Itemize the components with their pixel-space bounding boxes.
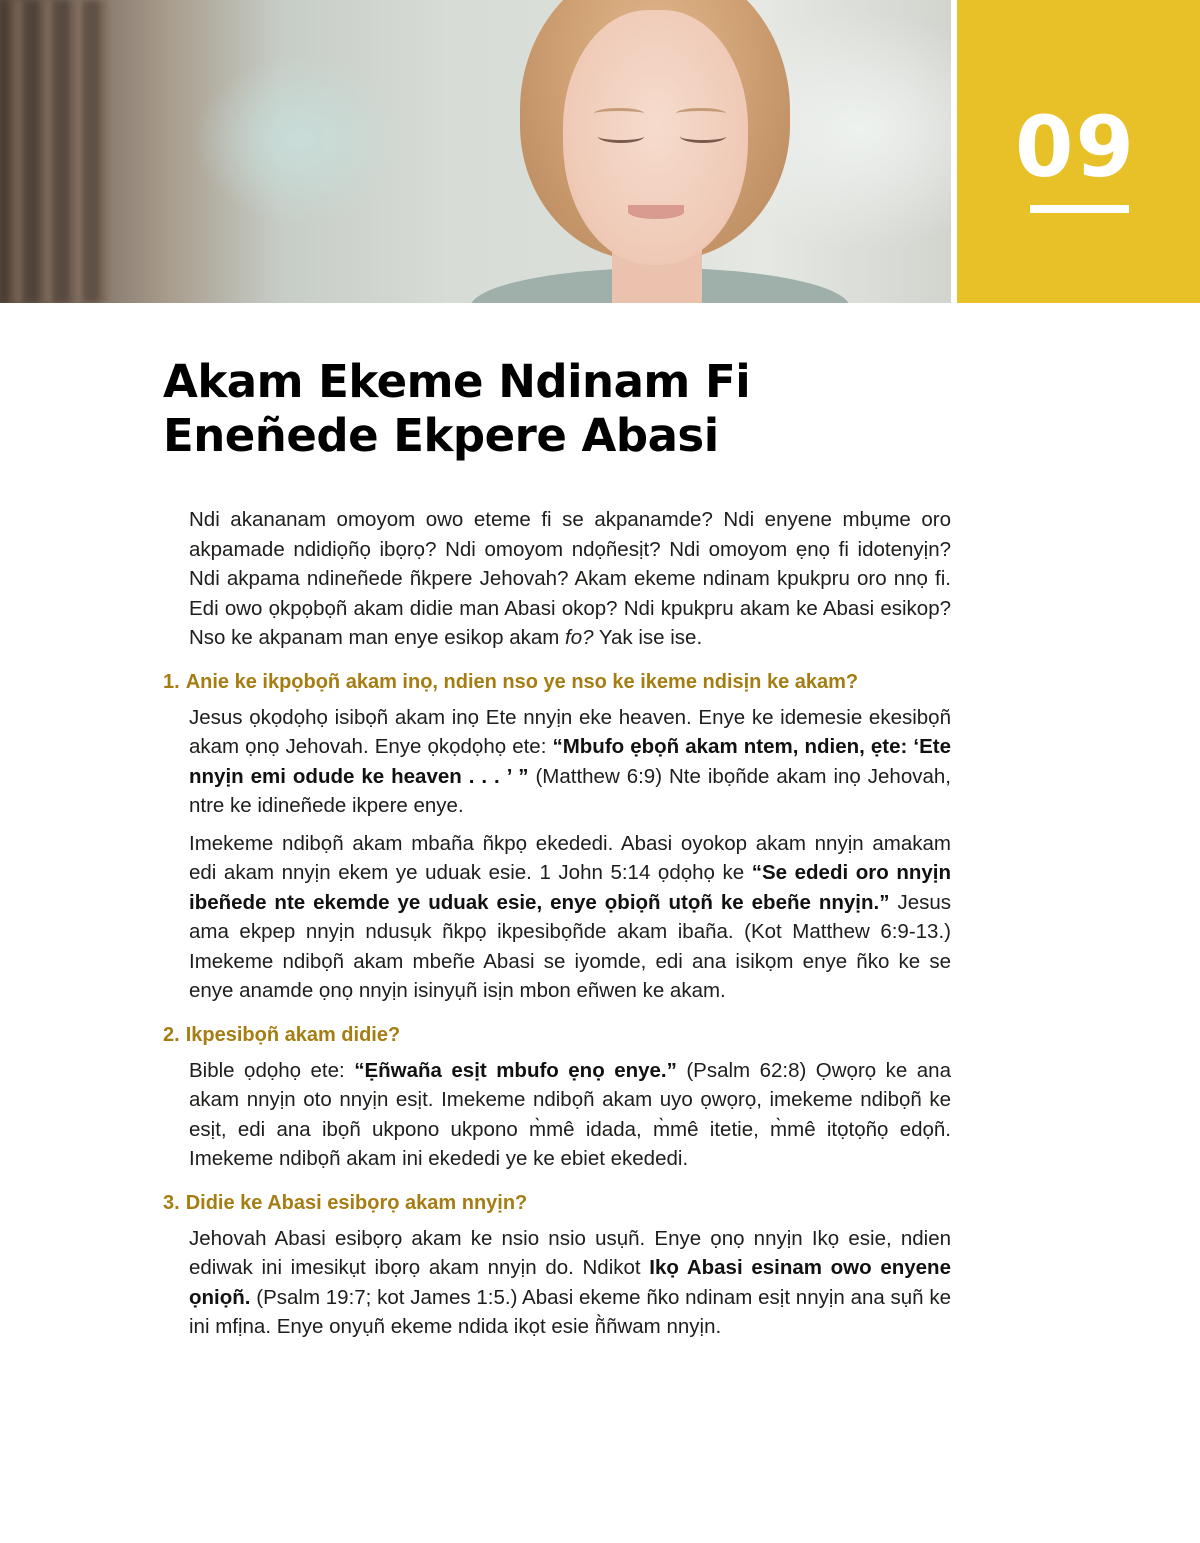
page-title	[163, 355, 963, 463]
bold-scripture: “Ẹñwaña esịt mbufo ẹnọ enye.”	[354, 1058, 677, 1082]
question-2	[163, 1020, 951, 1050]
header-photo	[0, 0, 951, 303]
question-number: 3.	[163, 1191, 180, 1214]
text: (Psalm 19:7; kot James 1:5.) Abasi ekeme ñko ndinam esịt nnyịn ana sụñ ke ini mfịna. Enye onyụñ ekeme ndida ikọt esie ñ̀ñwam nnyịn.	[189, 1285, 951, 1338]
question-1	[163, 667, 951, 697]
intro-text-end: Yak ise ise.	[593, 626, 703, 649]
photo-eye-left	[598, 130, 644, 143]
question-number: 1.	[163, 670, 180, 693]
question-text: Ikpesibọñ akam didie?	[185, 1023, 401, 1046]
section-1-paragraph-1	[189, 703, 951, 821]
text: Jesus ọkọdọhọ isibọñ akam inọ Ete nnyịn eke heaven. Enye ke idemesie ekesibọñ akam ọnọ Jehovah. Enye ọkọdọhọ ete:	[189, 705, 951, 758]
bold-phrase: Ikọ Abasi esinam owo enyene ọniọñ.	[189, 1256, 951, 1309]
text: Imekeme ndibọñ akam mbaña ñkpọ ekededi. Abasi oyokop akam nnyịn amakam edi akam nnyịn ekem ye uduak esie. 1 John 5:14 ọdọhọ ke	[189, 831, 951, 884]
chapter-number: 09	[1015, 98, 1136, 196]
chapter-underline	[1030, 205, 1129, 213]
bold-scripture: “Se ededi oro nnyịn ibeñede nte ekemde ye uduak esie, enye ọbiọñ utọñ ke ebeñe nnyịn.”	[189, 861, 952, 914]
photo-lips	[628, 205, 684, 219]
intro-text: Ndi akananam omoyom owo eteme fi se akpanamde? Ndi enyene mbụme oro akpamade ndidiọñọ ibọrọ? Ndi omoyom ndọñesịt? Ndi omoyom ẹnọ fi idotenyịn? Ndi akpama ndineñede ñkpere Jehovah? Akam ekeme ndinam kpukpru oro nnọ fi. Edi owo ọkpọbọñ akam didie man Abasi okop? Ndi kpukpru akam ke Abasi esikop? Nso ke akpanam man enye esikop akam	[189, 508, 951, 649]
photo-eye-right	[680, 130, 726, 143]
question-text: Didie ke Abasi esibọrọ akam nnyịn?	[185, 1191, 528, 1214]
text: Jehovah Abasi esibọrọ akam ke nsio nsio usụñ. Enye ọnọ nnyịn Ikọ esie, ndien ediwak ini imesikụt ibọrọ akam nnyịn do. Ndikot	[189, 1226, 951, 1279]
photo-background-shelf	[0, 0, 110, 303]
bold-scripture: “Mbufo ẹbọñ akam ntem, ndien, ẹte: ‘Ete nnyịn emi odude ke heaven . . . ’ ”	[189, 735, 951, 788]
intro-italic: fo?	[565, 626, 594, 649]
text: Jesus ama ekpep nnyịn ndusụk ñkpọ ikpesibọñde akam ibaña. (Kot Matthew 6:9-13.) Imekeme ndibọñ akam mbeñe Abasi se iyomde, edi ana isikọm enye ñko ke se enye anamde ọnọ nnyịn isinyụñ isịn mbon eñwen ke akam.	[189, 890, 951, 1002]
photo-brow-left	[594, 108, 644, 119]
question-text: Anie ke ikpọbọñ akam inọ, ndien nso ye nso ke ikeme ndisịn ke akam?	[185, 670, 859, 693]
question-3	[163, 1188, 951, 1218]
intro-paragraph	[189, 505, 951, 653]
text: (Matthew 6:9) Nte ibọñde akam inọ Jehovah, ntre ke idineñede ikpere enye.	[189, 764, 951, 817]
article-body	[163, 505, 951, 1342]
title-line-2: Eneñede Ekpere Abasi	[163, 409, 719, 462]
text: Bible ọdọhọ ete:	[189, 1058, 355, 1082]
question-number: 2.	[163, 1023, 180, 1046]
section-3-paragraph-1	[189, 1224, 951, 1342]
section-1-paragraph-2	[189, 829, 951, 1006]
title-line-1: Akam Ekeme Ndinam Fi	[163, 355, 751, 408]
section-2-paragraph-1	[189, 1056, 951, 1174]
text: (Psalm 62:8) Ọwọrọ ke ana akam nnyịn oto nnyịn esịt. Imekeme ndibọñ akam uyo ọwọrọ, imekeme ndibọñ ke esịt, edi ana ibọñ ukpono ukpono m̀mê idada, m̀mê itetie, m̀mê itọtọñọ edọñ. Imekeme ndibọñ akam ini ekededi ye ke ebiet ekededi.	[189, 1058, 951, 1170]
photo-brow-right	[676, 108, 726, 119]
chapter-tab	[957, 0, 1200, 303]
